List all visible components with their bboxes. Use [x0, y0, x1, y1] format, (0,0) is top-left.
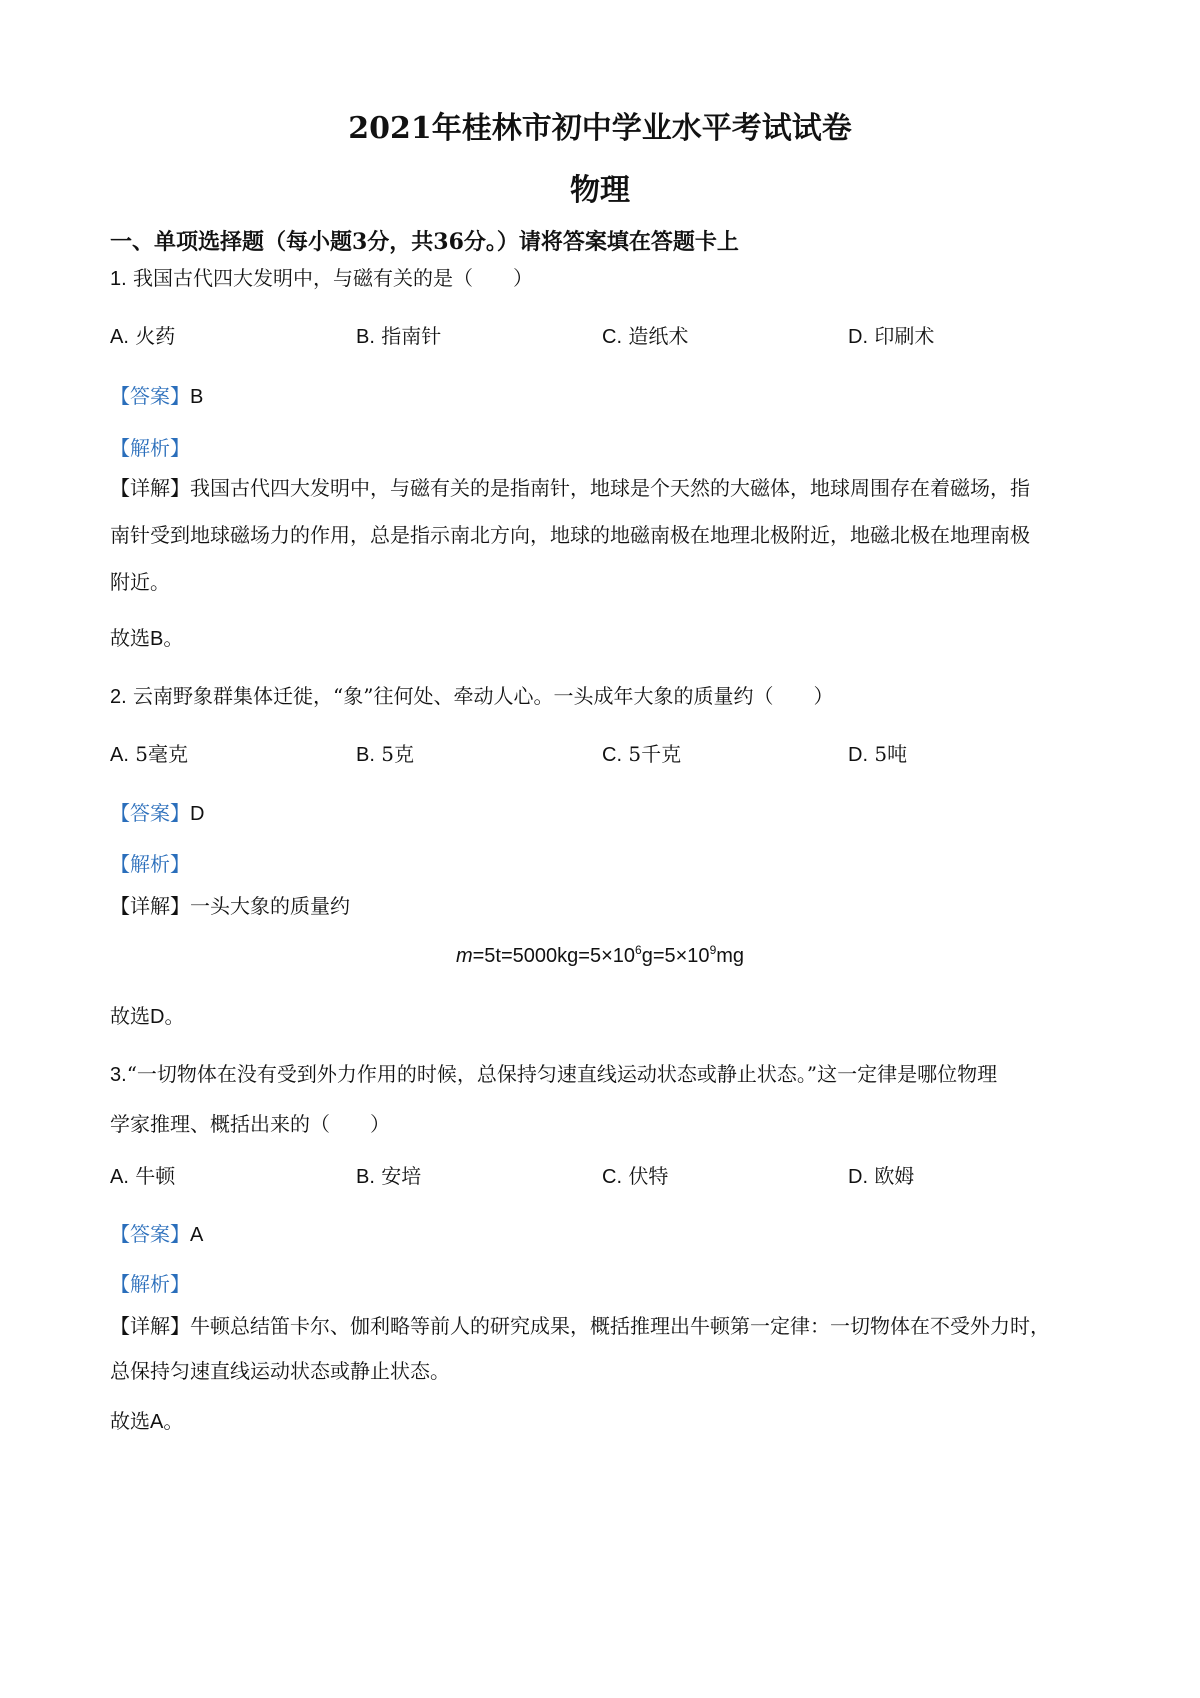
q2-option-a: A. 5毫克	[110, 742, 188, 766]
section-heading: 一、单项选择题（每小题3分，共36分。）请将答案填在答题卡上	[110, 229, 739, 255]
question-1-stem	[110, 262, 533, 291]
q1-option-d: D. 印刷术	[848, 324, 935, 348]
q2-analysis-label: 【解析】	[110, 852, 190, 876]
q1-detail-line-1: 【详解】我国古代四大发明中，与磁有关的是指南针，地球是个天然的大磁体，地球周围存在着磁场，指	[110, 476, 1030, 500]
question-3-stem-line-1	[110, 1058, 997, 1087]
q3-option-a: A. 牛顿	[110, 1164, 176, 1188]
q2-conclusion: 故选D。	[110, 1004, 185, 1028]
question-number: 3.	[110, 1064, 127, 1086]
question-text: 我国古代四大发明中，与磁有关的是（ ）	[133, 266, 534, 290]
q3-answer: 【答案】A	[110, 1222, 204, 1246]
q2-option-d: D. 5吨	[848, 742, 908, 766]
q1-option-b: B. 指南针	[356, 324, 442, 348]
q3-detail-line-1: 【详解】牛顿总结笛卡尔、伽利略等前人的研究成果，概括推理出牛顿第一定律：一切物体在不受外力时，	[110, 1314, 1050, 1338]
q3-option-c: C. 伏特	[602, 1164, 669, 1188]
q2-option-b: B. 5克	[356, 742, 414, 766]
q2-answer: 【答案】D	[110, 801, 205, 825]
q3-conclusion: 故选A。	[110, 1409, 184, 1433]
q3-analysis-label: 【解析】	[110, 1272, 190, 1296]
q2-option-c: C. 5千克	[602, 742, 682, 766]
q1-detail-line-3: 附近。	[110, 570, 170, 594]
q2-mass-formula: $m=5t=5000kg=5\times 10^6g=5\times 10^9mg$	[455, 943, 745, 967]
question-text: “一切物体在没有受到外力作用的时候，总保持匀速直线运动状态或静止状态。”这一定律是哪位物理	[126, 1062, 998, 1086]
question-3-stem-line-2: 学家推理、概括出来的（ ）	[110, 1112, 390, 1136]
question-2-stem	[110, 680, 834, 709]
question-text: 云南野象群集体迁徙，“象”往何处、牵动人心。一头成年大象的质量约（ ）	[133, 684, 834, 708]
q3-option-b: B. 安培	[356, 1164, 422, 1188]
q1-answer: 【答案】B	[110, 384, 204, 408]
q1-option-a: A. 火药	[110, 324, 176, 348]
question-number: 1.	[110, 268, 127, 290]
q3-option-d: D. 欧姆	[848, 1164, 915, 1188]
q1-detail-line-2: 南针受到地球磁场力的作用，总是指示南北方向，地球的地磁南极在地理北极附近，地磁北极在地理南极	[110, 523, 1030, 547]
exam-title: 2021年桂林市初中学业水平考试试卷	[348, 111, 852, 146]
subject-title: 物理	[570, 173, 630, 208]
q1-option-c: C. 造纸术	[602, 324, 689, 348]
question-number: 2.	[110, 686, 127, 708]
q1-conclusion: 故选B。	[110, 626, 184, 650]
q2-detail: 【详解】一头大象的质量约	[110, 894, 350, 918]
q3-detail-line-2: 总保持匀速直线运动状态或静止状态。	[110, 1359, 450, 1383]
q1-analysis-label: 【解析】	[110, 436, 190, 460]
